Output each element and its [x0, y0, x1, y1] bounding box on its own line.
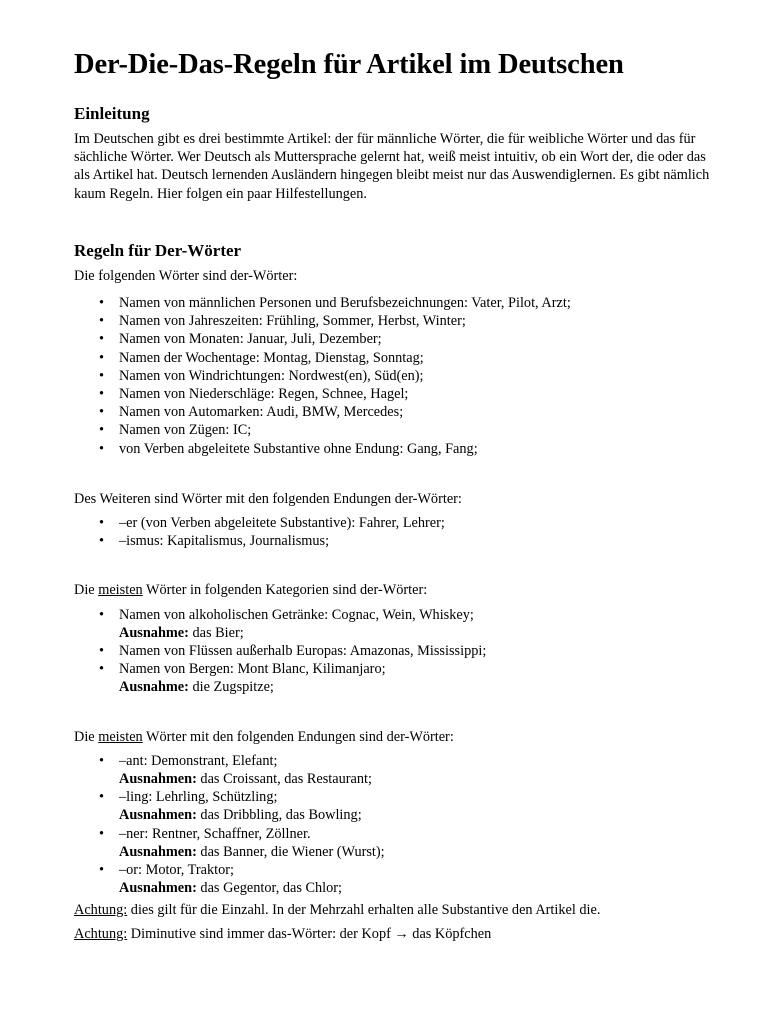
note-label: Achtung:: [74, 925, 128, 942]
exception-label: Ausnahmen:: [119, 807, 197, 824]
list-item: [74, 788, 714, 824]
end-items-list: [74, 752, 714, 898]
list-item-text: –ner: Rentner, Schaffner, Zöllner.: [119, 825, 311, 842]
exception-label: Ausnahme:: [119, 624, 189, 641]
list-item: • Namen der Wochentage: Montag, Dienstag, Sonntag;: [74, 349, 714, 367]
list-item: [74, 825, 714, 861]
list-item: [74, 606, 714, 642]
categories-intro-emphasis: meisten: [98, 582, 143, 599]
endings-list: [74, 514, 714, 550]
list-item: • Namen von Niederschläge: Regen, Schnee, Hagel;: [74, 385, 714, 403]
list-item: • –er (von Verben abgeleitete Substantive): Fahrer, Lehrer;: [74, 514, 714, 532]
exception-line: [119, 770, 714, 788]
categories-list: [74, 606, 714, 697]
note-text: Diminutive sind immer das-Wörter: der Kopf → das Köpfchen: [127, 925, 492, 942]
der-section-intro: Die folgenden Wörter sind der-Wörter:: [74, 267, 298, 284]
note-2: [74, 925, 714, 943]
exception-line: [119, 806, 714, 824]
categories-intro-post: Wörter in folgenden Kategorien sind der-Wörter:: [142, 582, 428, 599]
exception-line: [119, 678, 714, 696]
der-words-list: [74, 294, 714, 458]
list-item: • von Verben abgeleitete Substantive ohne Endung: Gang, Fang;: [74, 440, 714, 458]
list-item: • Namen von männlichen Personen und Berufsbezeichnungen: Vater, Pilot, Arzt;: [74, 294, 714, 312]
end-items-intro-emphasis: meisten: [98, 728, 143, 745]
der-section-heading: Regeln für Der-Wörter: [74, 240, 242, 260]
list-item-text: Namen von alkoholischen Getränke: Cognac, Wein, Whiskey;: [119, 606, 474, 623]
endings-intro: Des Weiteren sind Wörter mit den folgenden Endungen der-Wörter:: [74, 490, 462, 507]
exception-text: die Zugspitze;: [188, 679, 274, 696]
list-item-text: Namen von Bergen: Mont Blanc, Kilimanjaro;: [119, 661, 386, 678]
note-label: Achtung:: [74, 901, 128, 918]
exception-line: [119, 624, 714, 642]
list-item-text: Namen von Flüssen außerhalb Europas: Amazonas, Mississippi;: [119, 643, 487, 660]
exception-line: [119, 879, 714, 897]
exception-text: das Dribbling, das Bowling;: [196, 807, 362, 824]
exception-text: das Banner, die Wiener (Wurst);: [196, 843, 385, 860]
categories-intro-pre: Die: [74, 582, 99, 599]
list-item-text: –ant: Demonstrant, Elefant;: [119, 752, 278, 769]
exception-line: [119, 843, 714, 861]
list-item: [74, 660, 714, 696]
intro-paragraph: Im Deutschen gibt es drei bestimmte Artikel: der für männliche Wörter, die für weibliche Wörter und das für sächliche Wörter. Wer Deutsch als Muttersprache gelernt hat, weiß meist intuitiv, ob ein Wort der, die oder das als Artikel hat. Deutsch lernenden Ausländern hingegen bleibt meist nur das Auswendiglernen. Es gibt nämlich kaum Regeln. Hier folgen ein paar Hilfestellungen.: [74, 131, 710, 202]
end-items-intro: [74, 728, 714, 746]
document-title: Der-Die-Das-Regeln für Artikel im Deutschen: [74, 49, 624, 80]
exception-label: Ausnahme:: [119, 679, 189, 696]
exception-label: Ausnahmen:: [119, 843, 197, 860]
list-item: • Namen von Monaten: Januar, Juli, Dezember;: [74, 330, 714, 348]
exception-text: das Bier;: [188, 624, 244, 641]
list-item-text: –or: Motor, Traktor;: [119, 862, 235, 879]
exception-label: Ausnahmen:: [119, 771, 197, 788]
intro-heading: Einleitung: [74, 104, 150, 123]
list-item: • Namen von Automarken: Audi, BMW, Mercedes;: [74, 403, 714, 421]
exception-label: Ausnahmen:: [119, 880, 197, 897]
list-item: [74, 861, 714, 897]
note-1: [74, 901, 714, 919]
list-item: • Namen von Jahreszeiten: Frühling, Sommer, Herbst, Winter;: [74, 312, 714, 330]
categories-intro: [74, 581, 714, 599]
list-item: [74, 642, 714, 660]
list-item: [74, 752, 714, 788]
end-items-intro-post: Wörter mit den folgenden Endungen sind der-Wörter:: [142, 728, 454, 745]
list-item: • –ismus: Kapitalismus, Journalismus;: [74, 532, 714, 550]
document-page: [74, 48, 714, 943]
exception-text: das Gegentor, das Chlor;: [196, 880, 343, 897]
exception-text: das Croissant, das Restaurant;: [196, 771, 372, 788]
end-items-intro-pre: Die: [74, 728, 99, 745]
list-item: • Namen von Zügen: IC;: [74, 421, 714, 439]
list-item-text: –ling: Lehrling, Schützling;: [119, 789, 278, 806]
note-text: dies gilt für die Einzahl. In der Mehrzahl erhalten alle Substantive den Artikel die.: [127, 901, 601, 918]
list-item: • Namen von Windrichtungen: Nordwest(en), Süd(en);: [74, 367, 714, 385]
